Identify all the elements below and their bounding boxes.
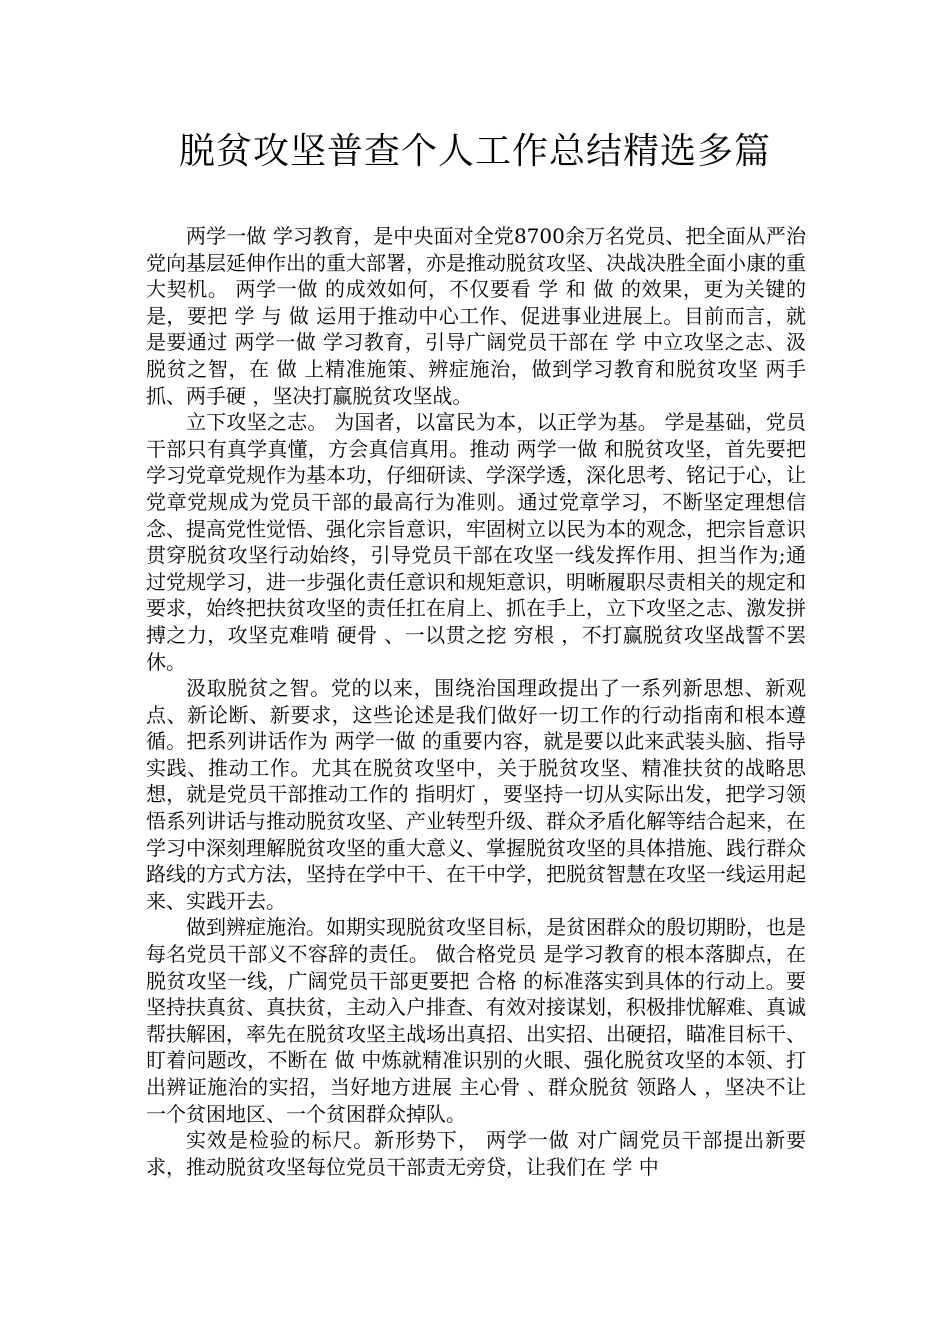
paragraph-results: 实效是检验的标尺。新形势下， 两学一做 对广阔党员干部提出新要求，推动脱贫攻坚每位党员干部责无旁贷，让我们在 学 中 [146,1128,806,1179]
paragraph-wisdom: 汲取脱贫之智。党的以来，围绕治国理政提出了一系列新思想、新观点、新论断、新要求，这些论述是我们做好一切工作的行动指南和根本遵循。把系列讲话作为 两学一做 的重要内容，就是要以此来武装头脑、指导实践、推动工作。尤其在脱贫攻坚中，关于脱贫攻坚、精准扶贫的战略思想，就是党员干部推动工作的 指明灯 ，要坚持一切从实际出发，把学习领悟系列讲话与推动脱贫攻坚、产业转型升级、群众矛盾化解等结合起来，在学习中深刻理解脱贫攻坚的重大意义、掌握脱贫攻坚的具体措施、践行群众路线的方式方法，坚持在学中干、在干中学，把脱贫智慧在攻坚一线运用起来、实践开去。 [146,676,806,913]
document-body [146,223,806,1180]
paragraph-resolve: 立下攻坚之志。 为国者，以富民为本，以正学为基。 学是基础，党员干部只有真学真懂，方会真信真用。推动 两学一做 和脱贫攻坚，首先要把学习党章党规作为基本功，仔细研读、学深学透，深化思考、铭记于心，让党章党规成为党员干部的最高行为准则。通过党章学习，不断坚定理想信念、提高党性觉悟、强化宗旨意识，牢固树立以民为本的观念，把宗旨意识贯穿脱贫攻坚行动始终，引导党员干部在攻坚一线发挥作用、担当作为;通过党规学习，进一步强化责任意识和规矩意识，明晰履职尽责相关的规定和要求，始终把扶贫攻坚的责任扛在肩上、抓在手上，立下攻坚之志、激发拼搏之力，攻坚克难啃 硬骨 、一以贯之挖 穷根 ，不打赢脱贫攻坚战誓不罢休。 [146,410,806,674]
paragraph-targeted-measures: 做到辨症施治。如期实现脱贫攻坚目标，是贫困群众的殷切期盼，也是每名党员干部义不容辞的责任。 做合格党员 是学习教育的根本落脚点，在脱贫攻坚一线，广阔党员干部更要把 合格 的标准落实到具体的行动上。要坚持扶真贫、真扶贫，主动入户排查、有效对接谋划，积极排忧解难、真诚帮扶解困，率先在脱贫攻坚主战场出真招、出实招、出硬招，瞄准目标干、盯着问题改，不断在 做 中炼就精准识别的火眼、强化脱贫攻坚的本领、打出辨证施治的实招，当好地方进展 主心骨 、群众脱贫 领路人 ，坚决不让一个贫困地区、一个贫困群众掉队。 [146,915,806,1126]
document-title: 脱贫攻坚普查个人工作总结精选多篇 [178,131,771,172]
paragraph-intro: 两学一做 学习教育，是中央面对全党8700余万名党员、把全面从严治党向基层延伸作出的重大部署，亦是推动脱贫攻坚、决战决胜全面小康的重大契机。 两学一做 的成效如何，不仅要看 学 和 做 的效果，更为关键的是，要把 学 与 做 运用于推动中心工作、促进事业进展上。目前而言，就是要通过 两学一做 学习教育，引导广阔党员干部在 学 中立攻坚之志、汲脱贫之智，在 做 上精准施策、辨症施治，做到学习教育和脱贫攻坚 两手抓、两手硬 ，坚决打赢脱贫攻坚战。 [146,224,806,408]
